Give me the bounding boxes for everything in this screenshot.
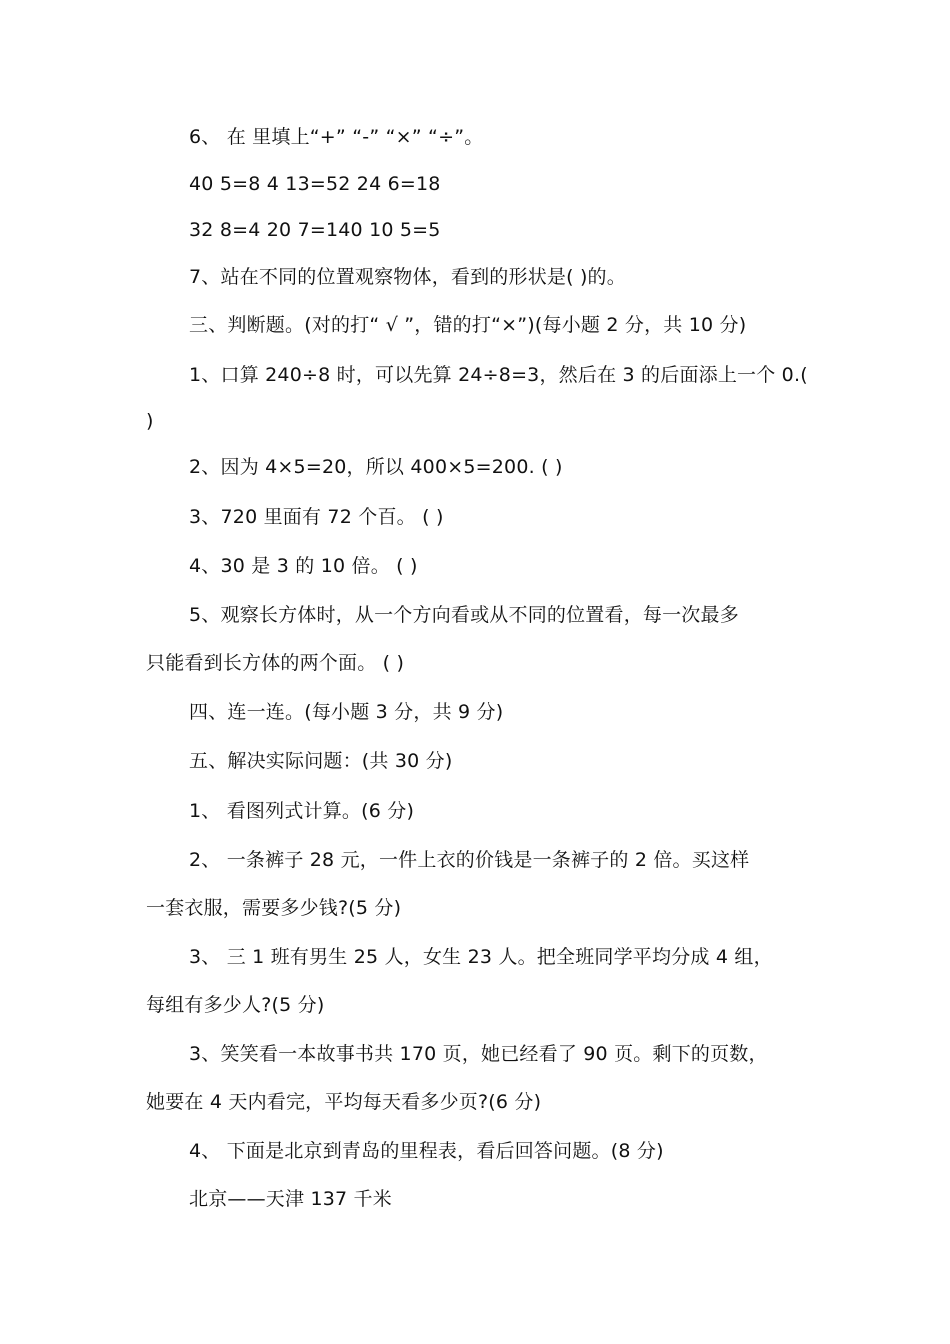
judge-item-1-wrap: ) [146, 410, 154, 432]
question-7-text: 7、站在不同的位置观察物体，看到的形状是( )的。 [189, 266, 626, 288]
problem-2-wrap: 一套衣服，需要多少钱?(5 分) [146, 897, 402, 919]
problem-4: 4、 下面是北京到青岛的里程表，看后回答问题。(8 分) [189, 1140, 664, 1162]
section-5-heading: 五、解决实际问题：(共 30 分) [189, 750, 453, 772]
equation-row-2: 32 8=4 20 7=140 10 5=5 [189, 219, 441, 241]
judge-item-1: 1、口算 240÷8 时，可以先算 24÷8=3，然后在 3 的后面添上一个 0.( [189, 364, 808, 386]
question-7-6-heading: 6、 在 里填上“+” “-” “×” “÷”。 [189, 126, 484, 148]
problem-3b-wrap: 她要在 4 天内看完，平均每天看多少页?(6 分) [146, 1091, 542, 1113]
judge-item-4: 4、30 是 3 的 10 倍。 ( ) [189, 555, 418, 577]
problem-1: 1、 看图列式计算。(6 分) [189, 800, 415, 822]
judge-item-2: 2、因为 4×5=20，所以 400×5=200. ( ) [189, 456, 563, 478]
problem-3b: 3、笑笑看一本故事书共 170 页，她已经看了 90 页。剩下的页数， [189, 1043, 768, 1065]
judge-item-3: 3、720 里面有 72 个百。 ( ) [189, 506, 444, 528]
section-4-heading: 四、连一连。(每小题 3 分，共 9 分) [189, 701, 504, 723]
problem-2: 2、 一条裤子 28 元，一件上衣的价钱是一条裤子的 2 倍。买这样 [189, 849, 750, 871]
section-3-heading: 三、判断题。(对的打“ √ ”，错的打“×”)(每小题 2 分，共 10 分) [189, 314, 747, 336]
judge-item-5-wrap: 只能看到长方体的两个面。 ( ) [146, 652, 405, 674]
judge-item-5: 5、观察长方体时，从一个方向看或从不同的位置看，每一次最多 [189, 604, 739, 626]
equation-row-1: 40 5=8 4 13=52 24 6=18 [189, 173, 441, 195]
distance-table-row-1: 北京——天津 137 千米 [189, 1188, 392, 1210]
problem-3a-wrap: 每组有多少人?(5 分) [146, 994, 325, 1016]
problem-3a: 3、 三 1 班有男生 25 人，女生 23 人。把全班同学平均分成 4 组， [189, 946, 773, 968]
